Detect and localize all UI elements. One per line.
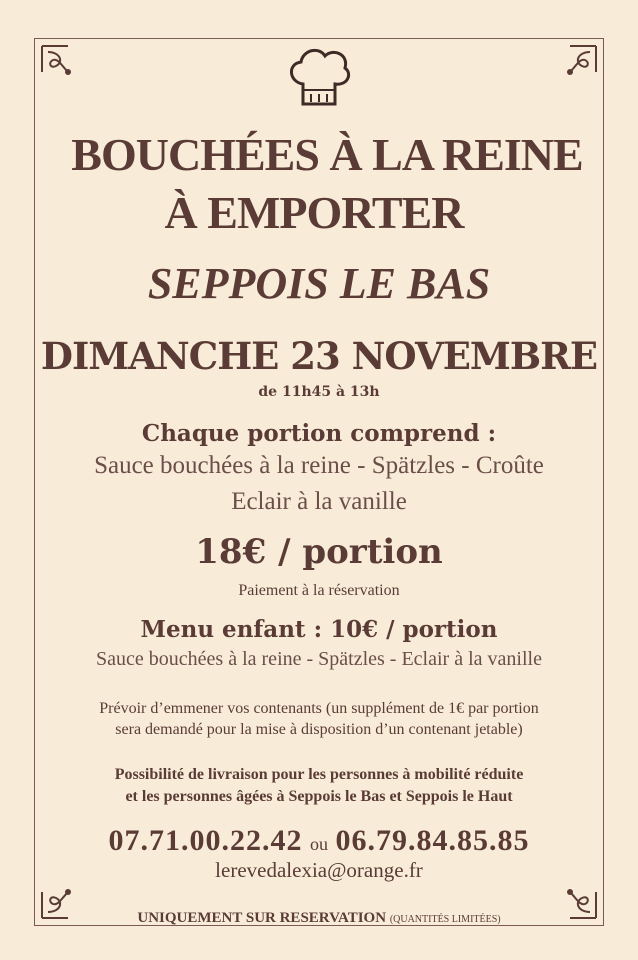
place-name: SEPPOIS LE BAS <box>147 259 491 308</box>
flourish-corner-icon <box>554 42 600 88</box>
title-line-1: BOUCHÉES À LA REINE <box>71 129 583 180</box>
phone-numbers <box>0 824 638 858</box>
containers-note-1: Prévoir d’emmener vos contenants (un supplément de 1€ par portion <box>99 700 539 717</box>
reservation-only-label: UNIQUEMENT SUR RESERVATION <box>137 910 387 926</box>
payment-note: Paiement à la réservation <box>238 582 400 599</box>
title-line-2: À EMPORTER <box>164 187 464 238</box>
event-date: DIMANCHE 23 NOVEMBRE <box>40 334 598 378</box>
flourish-corner-icon <box>38 42 84 88</box>
reservation-only <box>0 910 638 927</box>
includes-line-1: Sauce bouchées à la reine - Spätzles - Croûte <box>94 452 544 479</box>
kids-menu-line: Sauce bouchées à la reine - Spätzles - Eclair à la vanille <box>96 648 542 670</box>
delivery-note-1: Possibilité de livraison pour les personnes à mobilité réduite <box>114 766 524 783</box>
phone-2: 06.79.84.85.85 <box>335 824 530 857</box>
chef-hat-icon <box>283 44 355 110</box>
containers-note-2: sera demandé pour la mise à disposition d’un contenant jetable) <box>115 721 523 738</box>
kids-menu-heading: Menu enfant : 10€ / portion <box>140 616 498 643</box>
phone-1: 07.71.00.22.42 <box>108 824 303 857</box>
reservation-note: (QUANTITÉS LIMITÉES) <box>389 914 501 925</box>
includes-heading: Chaque portion comprend : <box>141 420 497 447</box>
event-hours: de 11h45 à 13h <box>258 384 380 400</box>
includes-line-2: Eclair à la vanille <box>231 488 407 515</box>
email: lerevedalexia@orange.fr <box>215 858 423 882</box>
price: 18€ / portion <box>195 532 443 572</box>
phone-separator: ou <box>310 834 328 854</box>
delivery-note-2: et les personnes âgées à Seppois le Bas et Seppois le Haut <box>125 788 513 805</box>
